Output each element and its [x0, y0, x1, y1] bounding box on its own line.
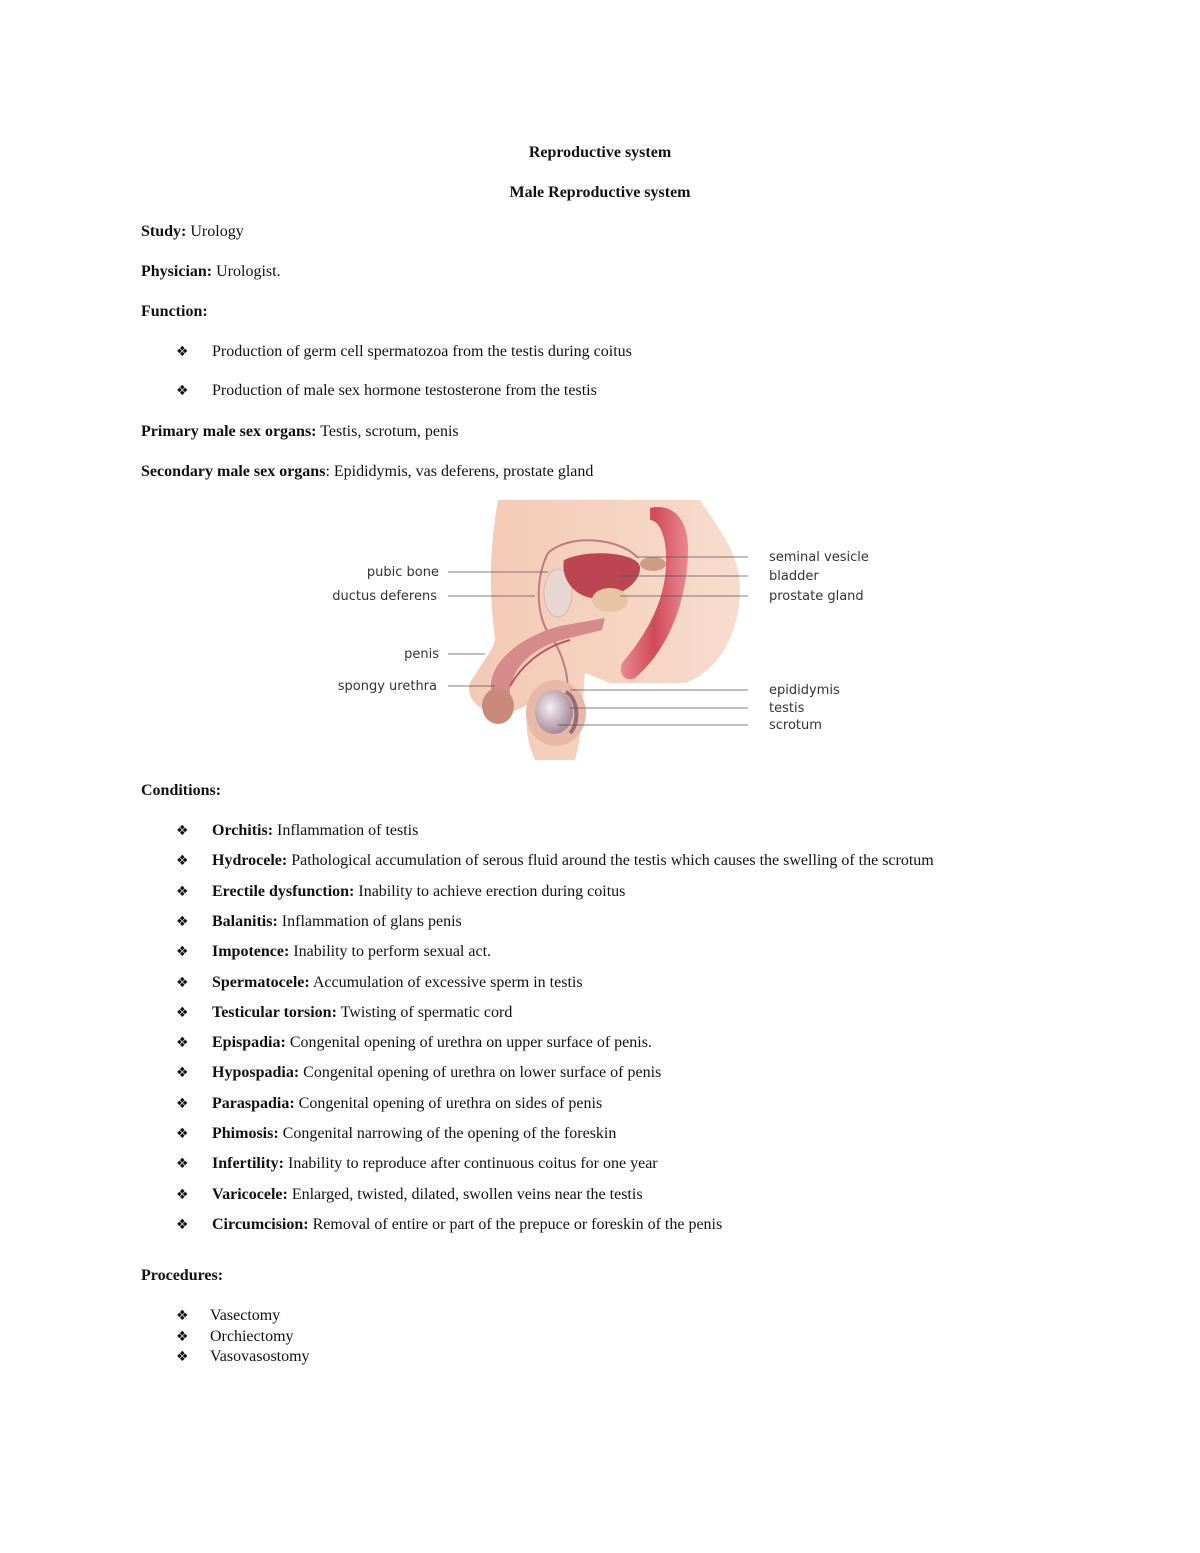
glans: [482, 688, 514, 724]
function-text: Production of germ cell spermatozoa from the testis during coitus: [212, 343, 632, 360]
label-seminal-vesicle: seminal vesicle: [769, 550, 869, 565]
diamond-bullet-icon: ❖: [176, 1187, 189, 1203]
diamond-bullet-icon: ❖: [176, 1308, 189, 1324]
condition-item: [176, 1063, 661, 1083]
diamond-bullet-icon: ❖: [176, 1329, 189, 1345]
condition-term: Circumcision:: [212, 1216, 309, 1233]
study-line: [141, 222, 244, 242]
label-bladder: bladder: [769, 569, 819, 584]
label-epididymis: epididymis: [769, 683, 840, 698]
label-ductus-deferens: ductus deferens: [332, 589, 437, 604]
condition-description: Inflammation of glans penis: [277, 913, 462, 930]
body-silhouette: [469, 500, 740, 760]
physician-value: Urologist.: [216, 263, 281, 280]
condition-item: [176, 821, 418, 841]
diamond-bullet-icon: ❖: [176, 823, 189, 839]
page-title: Reproductive system: [528, 144, 672, 161]
procedure-text: Orchiectomy: [210, 1328, 294, 1345]
seminal-vesicle: [640, 557, 666, 571]
condition-description: Congenital opening of urethra on sides of penis: [294, 1095, 603, 1112]
diamond-bullet-icon: ❖: [176, 944, 189, 960]
condition-item: [176, 1185, 643, 1205]
procedure-item: [176, 1306, 280, 1326]
study-value: Urology: [190, 223, 244, 240]
physician-label: Physician:: [141, 263, 213, 280]
condition-item: [176, 851, 934, 871]
condition-item: [176, 973, 583, 993]
label-pubic-bone: pubic bone: [366, 565, 439, 580]
condition-term: Epispadia:: [212, 1034, 286, 1051]
diamond-bullet-icon: ❖: [176, 1096, 189, 1112]
function-text: Production of male sex hormone testosterone from the testis: [212, 382, 597, 399]
procedure-item: [176, 1327, 294, 1347]
function-item: [176, 342, 632, 362]
condition-description: Inflammation of testis: [273, 822, 419, 839]
diamond-bullet-icon: ❖: [176, 1217, 189, 1233]
procedure-text: Vasectomy: [210, 1307, 281, 1324]
condition-term: Testicular torsion:: [212, 1004, 337, 1021]
condition-term: Phimosis:: [212, 1125, 279, 1142]
condition-description: Inability to achieve erection during coitus: [354, 883, 626, 900]
primary-organs-value: Testis, scrotum, penis: [320, 423, 459, 440]
condition-term: Impotence:: [212, 943, 290, 960]
condition-item: [176, 1215, 722, 1235]
condition-description: Pathological accumulation of serous fluid around the testis which causes the swelling of the scrotum: [287, 852, 934, 869]
condition-term: Hydrocele:: [212, 852, 288, 869]
condition-term: Balanitis:: [212, 913, 278, 930]
diamond-bullet-icon: ❖: [176, 1035, 189, 1051]
secondary-organs-line: [141, 462, 593, 482]
condition-term: Hypospadia:: [212, 1064, 300, 1081]
prostate: [592, 588, 628, 612]
primary-organs-label: Primary male sex organs:: [141, 423, 317, 440]
diamond-bullet-icon: ❖: [176, 1005, 189, 1021]
testis: [535, 690, 573, 734]
condition-description: Inability to reproduce after continuous coitus for one year: [283, 1155, 658, 1172]
condition-description: Enlarged, twisted, dilated, swollen veins near the testis: [287, 1186, 643, 1203]
diamond-bullet-icon: ❖: [176, 344, 189, 360]
primary-organs-line: [141, 422, 459, 442]
condition-term: Orchitis:: [212, 822, 274, 839]
procedures-heading: Procedures:: [141, 1267, 224, 1284]
condition-term: Erectile dysfunction:: [212, 883, 355, 900]
condition-term: Infertility:: [212, 1155, 284, 1172]
condition-item: [176, 1003, 512, 1023]
diamond-bullet-icon: ❖: [176, 975, 189, 991]
condition-item: [176, 1033, 652, 1053]
diamond-bullet-icon: ❖: [176, 1156, 189, 1172]
study-label: Study:: [141, 223, 187, 240]
condition-item: [176, 1094, 602, 1114]
diamond-bullet-icon: ❖: [176, 914, 189, 930]
condition-description: Inability to perform sexual act.: [289, 943, 492, 960]
physician-line: [141, 262, 281, 282]
diamond-bullet-icon: ❖: [176, 1065, 189, 1081]
page-subtitle: Male Reproductive system: [509, 184, 691, 201]
condition-item: [176, 1124, 616, 1144]
procedure-text: Vasovasostomy: [210, 1348, 310, 1365]
male-reproductive-anatomy-diagram: [320, 498, 880, 762]
condition-term: Varicocele:: [212, 1186, 288, 1203]
function-item: [176, 381, 597, 401]
condition-term: Paraspadia:: [212, 1095, 295, 1112]
label-testis: testis: [769, 701, 805, 716]
condition-description: Congenital opening of urethra on upper surface of penis.: [285, 1034, 652, 1051]
condition-item: [176, 942, 491, 962]
diamond-bullet-icon: ❖: [176, 1349, 189, 1365]
diamond-bullet-icon: ❖: [176, 884, 189, 900]
condition-item: [176, 912, 462, 932]
diamond-bullet-icon: ❖: [176, 1126, 189, 1142]
condition-item: [176, 1154, 658, 1174]
condition-term: Spermatocele:: [212, 974, 310, 991]
label-scrotum: scrotum: [769, 718, 822, 733]
condition-description: Removal of entire or part of the prepuce or foreskin of the penis: [308, 1216, 723, 1233]
secondary-organs-value: : Epididymis, vas deferens, prostate gland: [325, 463, 594, 480]
function-heading: Function:: [141, 303, 208, 320]
diamond-bullet-icon: ❖: [176, 383, 189, 399]
diamond-bullet-icon: ❖: [176, 853, 189, 869]
condition-item: [176, 882, 625, 902]
condition-description: Twisting of spermatic cord: [336, 1004, 513, 1021]
secondary-organs-label: Secondary male sex organs: [141, 463, 326, 480]
condition-description: Congenital narrowing of the opening of the foreskin: [278, 1125, 617, 1142]
label-prostate-gland: prostate gland: [769, 589, 864, 604]
label-penis: penis: [404, 647, 439, 662]
condition-description: Accumulation of excessive sperm in testis: [309, 974, 583, 991]
procedure-item: [176, 1347, 310, 1367]
label-spongy-urethra: spongy urethra: [337, 679, 437, 694]
condition-description: Congenital opening of urethra on lower surface of penis: [299, 1064, 662, 1081]
conditions-heading: Conditions:: [141, 782, 222, 799]
